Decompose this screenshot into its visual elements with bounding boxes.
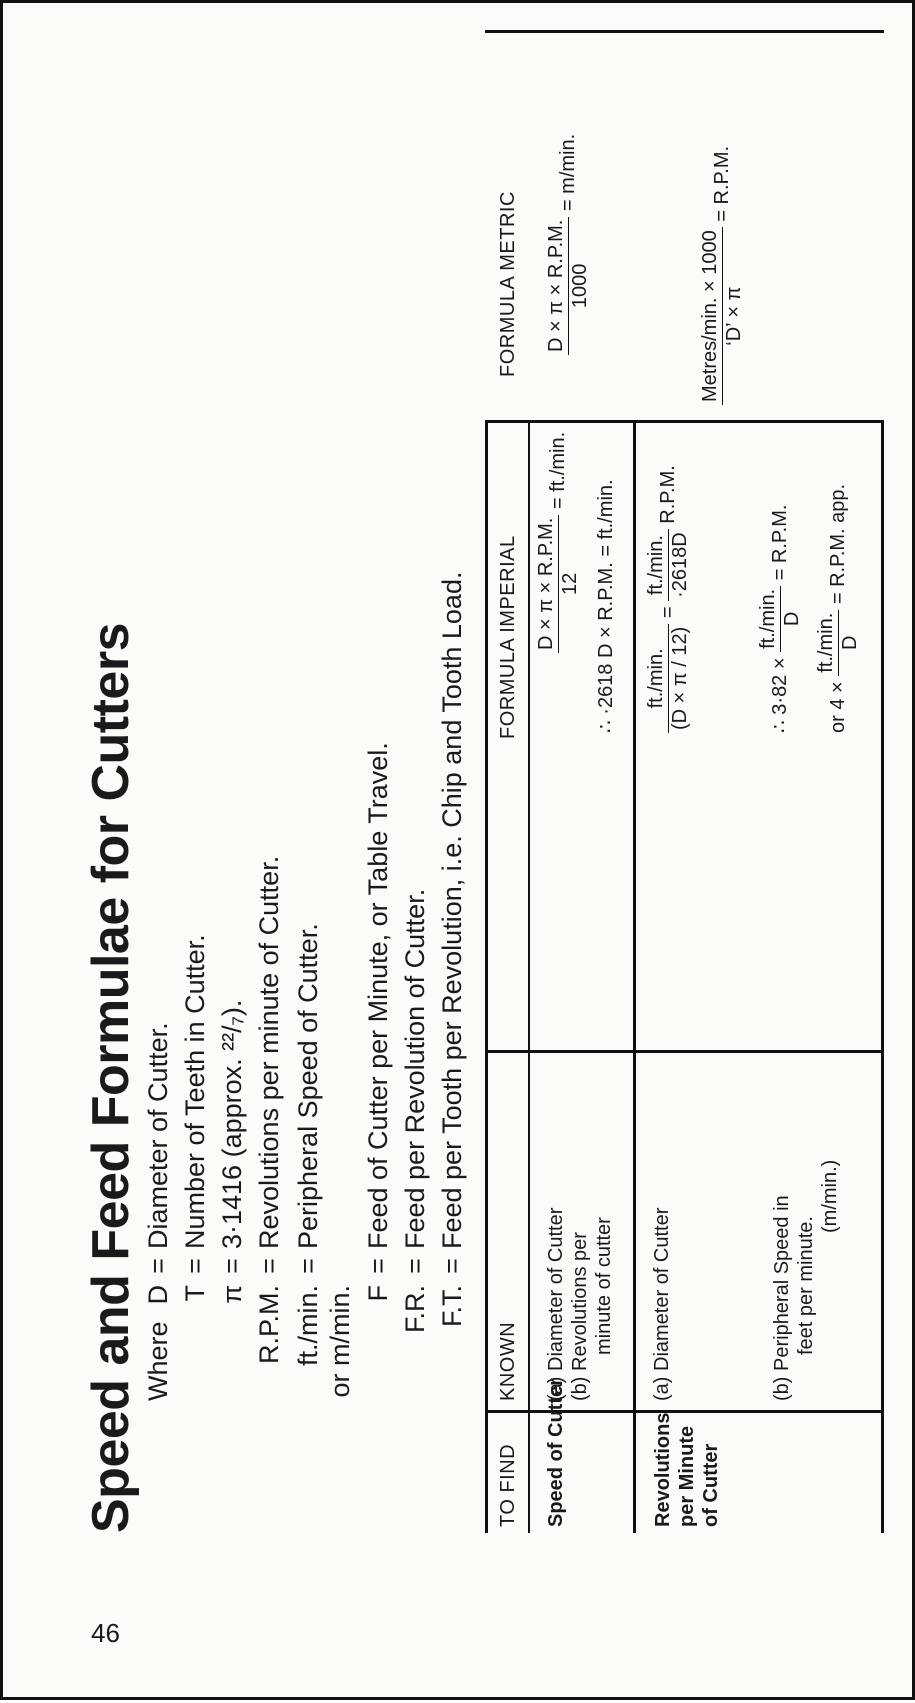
definition-symbol: or m/min. [325,1285,355,1398]
definition-text: Feed per Revolution of Cutter. [400,888,430,1249]
imperial-rpm-formula-a [645,465,692,733]
table-top-rule [485,423,488,1533]
numerator: ft./min. [815,610,839,676]
known-item: (m/min.) [819,1159,841,1233]
definition-text: 3·1416 (approx. ²²/₇). [217,999,247,1249]
denominator: D [839,635,861,650]
imperial-rpm-formula-b [757,505,804,733]
metric-rpm-formula [699,146,746,405]
definition-text: Feed of Cutter per Minute, or Table Travel. [363,742,393,1249]
definition-text: Revolutions per minute of Cutter. [254,855,284,1249]
formula-prefix: ∴ 3·82 × [768,657,791,733]
definition-symbol: R.P.M. [254,1285,284,1365]
numerator: ft./min. [645,529,669,601]
definition-text: Number of Teeth in Cutter. [180,934,210,1249]
formula-result: = R.P.M. [768,504,791,581]
page-title: Speed and Feed Formulae for Cutters [82,623,140,1533]
header-rule [528,423,530,1533]
definition-symbol: ft./min. [293,1285,323,1367]
fraction [535,515,582,653]
denominator: 12 [559,572,581,595]
equals-sign: = [363,1258,393,1274]
definition-symbol: D [143,1285,173,1305]
equals-sign: = [400,1258,430,1274]
column-rule [635,420,884,423]
formula-result: = R.P.M. [710,145,733,222]
fraction [815,610,862,676]
page-number: 46 [91,1618,120,1648]
formula-prefix: or 4 × [826,681,849,733]
rotated-content [3,3,915,1703]
imperial-rpm-formula-c [815,484,862,733]
fraction [645,529,692,601]
definition-text: Feed per Tooth per Revolution, i.e. Chip and Tooth Load. [437,571,467,1249]
header-to-find: TO FIND [497,1443,519,1527]
header-formula-metric: FORMULA METRIC [497,191,519,377]
known-item: (a) Diameter of Cutter [545,1207,567,1401]
definition-symbol: F.T. [437,1285,467,1328]
equals-sign: = [656,606,679,619]
denominator: ·2618D [669,532,691,598]
denominator: 1000 [569,263,591,309]
header-known: KNOWN [497,1321,519,1401]
formula-result: = ft./min. [546,431,569,510]
equals-sign: = [180,1258,210,1274]
formula-result: R.P.M. [656,465,679,524]
equals-sign: = [217,1258,247,1274]
formula-table [485,3,885,1533]
definition-symbol: T [180,1285,210,1302]
header-formula-imperial: FORMULA IMPERIAL [497,535,519,739]
known-item: minute of cutter [593,1217,615,1355]
known-item: (a) Diameter of Cutter [651,1207,673,1401]
definition-symbol: F.R. [400,1285,430,1334]
known-item: (b) Revolutions per [569,1232,591,1401]
numerator: Metres/min. × 1000 [699,227,723,405]
fraction [545,217,592,355]
row-rule [633,423,636,1533]
to-find-rpm [651,1412,723,1527]
to-find-rpm-label: Revolutions per Minute of Cutter [652,1412,722,1527]
fraction [699,227,746,405]
table-right-rule [485,30,884,33]
numerator: D × π × R.P.M. [545,217,569,355]
known-item: feet per minute. [795,1216,817,1355]
fraction [757,586,804,652]
column-rule [485,420,635,423]
imperial-speed-formula [535,432,582,653]
numerator: D × π × R.P.M. [535,515,559,653]
numerator: ft./min. [645,624,669,733]
denominator: (D × π / 12) [669,626,691,730]
imperial-speed-shortcut: ∴ ·2618 D × R.P.M. = ft./min. [595,479,617,733]
to-find-speed: Speed of Cutter [545,1378,567,1527]
where-label: Where [143,1321,173,1401]
denominator: D [781,611,803,627]
definition-symbol: F [363,1285,393,1302]
column-rule [485,1050,884,1053]
definition-text: Peripheral Speed of Cutter. [293,923,323,1249]
equals-sign: = [143,1258,173,1274]
formula-result: = m/min. [556,133,579,212]
formula-result: = R.P.M. app. [826,483,849,605]
metric-speed-formula [545,134,592,355]
equals-sign: = [254,1258,284,1274]
denominator: ‘D’ × π [723,286,745,346]
equals-sign: = [293,1258,323,1274]
equals-sign: = [437,1258,467,1274]
table-bottom-rule [881,423,884,1533]
known-item: (b) Peripheral Speed in [771,1195,793,1401]
definition-text: Diameter of Cutter. [143,1022,173,1249]
numerator: ft./min. [757,586,781,652]
fraction [645,624,692,733]
definition-symbol: π [217,1285,247,1304]
